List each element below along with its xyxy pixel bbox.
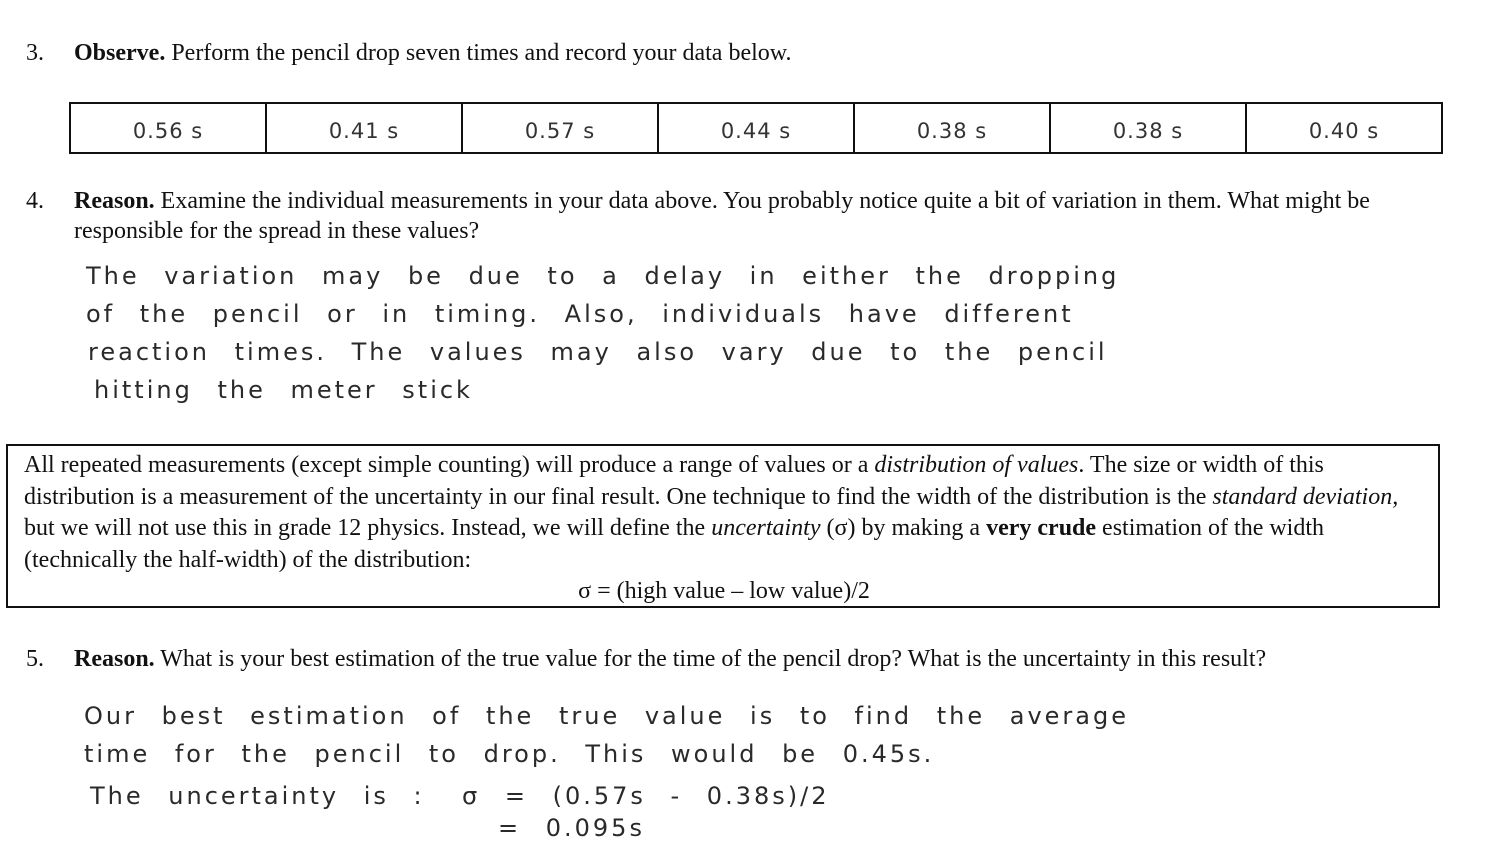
measurement-cell-3: 0.57 s — [462, 103, 658, 153]
handwritten-calculation: σ = (0.57s - 0.38s)/2 — [462, 782, 830, 810]
measurement-cell-5: 0.38 s — [854, 103, 1050, 153]
definition-italic-term: standard deviation, — [1212, 483, 1399, 510]
handwritten-answer-line: time for the pencil to drop. This would be 0.45s. — [84, 740, 935, 768]
handwritten-answer-line: Our best estimation of the true value is to find the average — [84, 702, 1129, 730]
measurement-cell-2: 0.41 s — [266, 103, 462, 153]
handwritten-answer-line: reaction times. The values may also vary due to the pencil — [88, 338, 1108, 366]
question-body: Examine the individual measurements in your data above. You probably notice quite a bit of variation in them. What might be responsible for the spread in these values? — [74, 188, 1370, 244]
definition-paragraph — [24, 450, 1424, 576]
definition-text: but we will not use this in grade 12 physics. Instead, we will define the — [24, 515, 712, 541]
question-lead: Observe. — [74, 40, 166, 66]
table-row — [70, 103, 1442, 153]
handwritten-answer-line: hitting the meter stick — [94, 376, 473, 404]
question-lead: Reason. — [74, 646, 155, 672]
question-text — [74, 644, 1434, 674]
handwritten-answer-line: The variation may be due to a delay in either the dropping — [86, 262, 1120, 290]
measurement-table — [69, 102, 1443, 154]
handwritten-calculation-result: = 0.095s — [498, 814, 645, 842]
handwritten-answer-line: of the pencil or in timing. Also, individuals have different — [86, 300, 1074, 328]
question-number: 5. — [26, 646, 44, 672]
measurement-cell-7: 0.40 s — [1246, 103, 1442, 153]
measurement-cell-6: 0.38 s — [1050, 103, 1246, 153]
uncertainty-formula: σ = (high value – low value)/2 — [578, 578, 870, 604]
measurement-cell-1: 0.56 s — [70, 103, 266, 153]
handwritten-answer-line: The uncertainty is : — [90, 782, 425, 810]
question-number: 4. — [26, 188, 44, 214]
definition-italic-term: distribution of values — [874, 452, 1079, 478]
measurement-cell-4: 0.44 s — [658, 103, 854, 153]
question-lead: Reason. — [74, 188, 155, 214]
question-body: Perform the pencil drop seven times and record your data below. — [165, 40, 792, 66]
definition-text: . The size or width of this distribution is a measurement of the uncertainty in our final result. One technique to find the width of the distribution is the — [24, 452, 1324, 510]
definition-bold-term: very crude — [986, 515, 1097, 541]
question-text — [74, 186, 1434, 246]
question-number: 3. — [26, 40, 44, 66]
uncertainty-definition-box — [6, 444, 1440, 608]
question-text — [74, 38, 1434, 68]
definition-text: All repeated measurements (except simple counting) will produce a range of values or a — [24, 452, 875, 478]
definition-text: (σ) by making a — [820, 515, 987, 541]
definition-italic-term: uncertainty — [711, 515, 821, 541]
definition-text: estimation of the width (technically the half-width) of the distribution: — [24, 515, 1325, 573]
question-body: What is your best estimation of the true value for the time of the pencil drop? What is the uncertainty in this result? — [154, 646, 1267, 672]
